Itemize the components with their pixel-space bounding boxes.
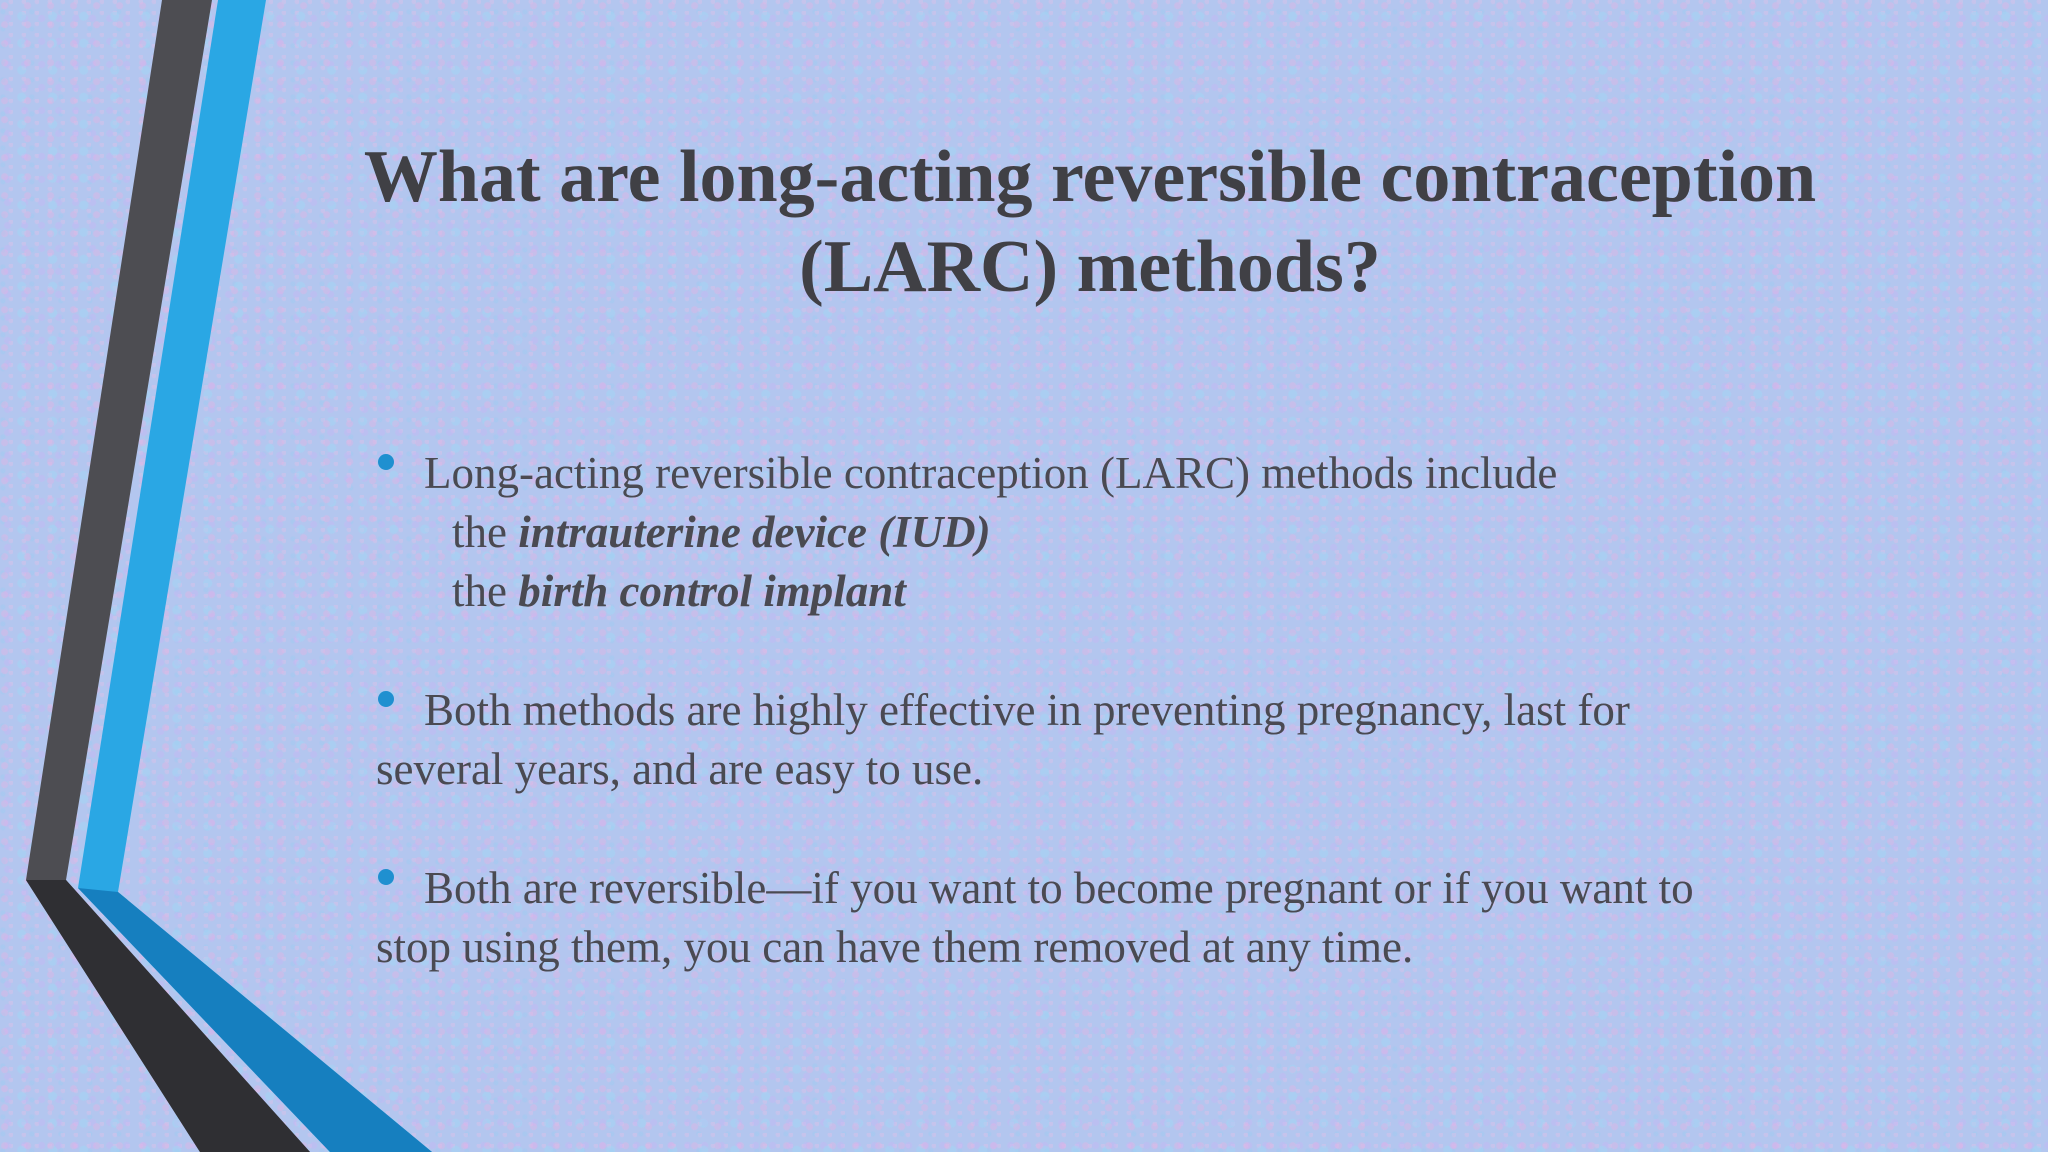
bullet-dot-icon <box>378 691 394 707</box>
slide-title <box>240 132 1940 312</box>
slide-content <box>376 444 1976 977</box>
bullet-item <box>376 681 1976 799</box>
sub-item-emphasis: birth control implant <box>518 566 906 616</box>
sub-item-emphasis: intrauterine device (IUD) <box>518 507 991 557</box>
bullet-item <box>376 444 1976 621</box>
bullet-text-line-1: Both are reversible—if you want to become pregnant or if you want to <box>424 863 1694 913</box>
bullet-text-line-2: stop using them, you can have them removed at any time. <box>376 922 1414 972</box>
bullet-dot-icon <box>378 869 394 885</box>
title-line-1: What are long-acting reversible contraception <box>363 136 1817 218</box>
sub-item-prefix: the <box>452 566 519 616</box>
bullet-item <box>376 859 1976 977</box>
sub-item <box>452 562 1976 621</box>
sub-item-prefix: the <box>452 507 519 557</box>
bullet-text: Long-acting reversible contraception (LARC) methods include <box>424 448 1558 498</box>
title-line-2: (LARC) methods? <box>799 226 1381 308</box>
bullet-text-line-2: several years, and are easy to use. <box>376 744 984 794</box>
bullet-dot-icon <box>378 454 394 470</box>
bullet-text-line-1: Both methods are highly effective in preventing pregnancy, last for <box>424 685 1630 735</box>
sub-item <box>452 503 1976 562</box>
